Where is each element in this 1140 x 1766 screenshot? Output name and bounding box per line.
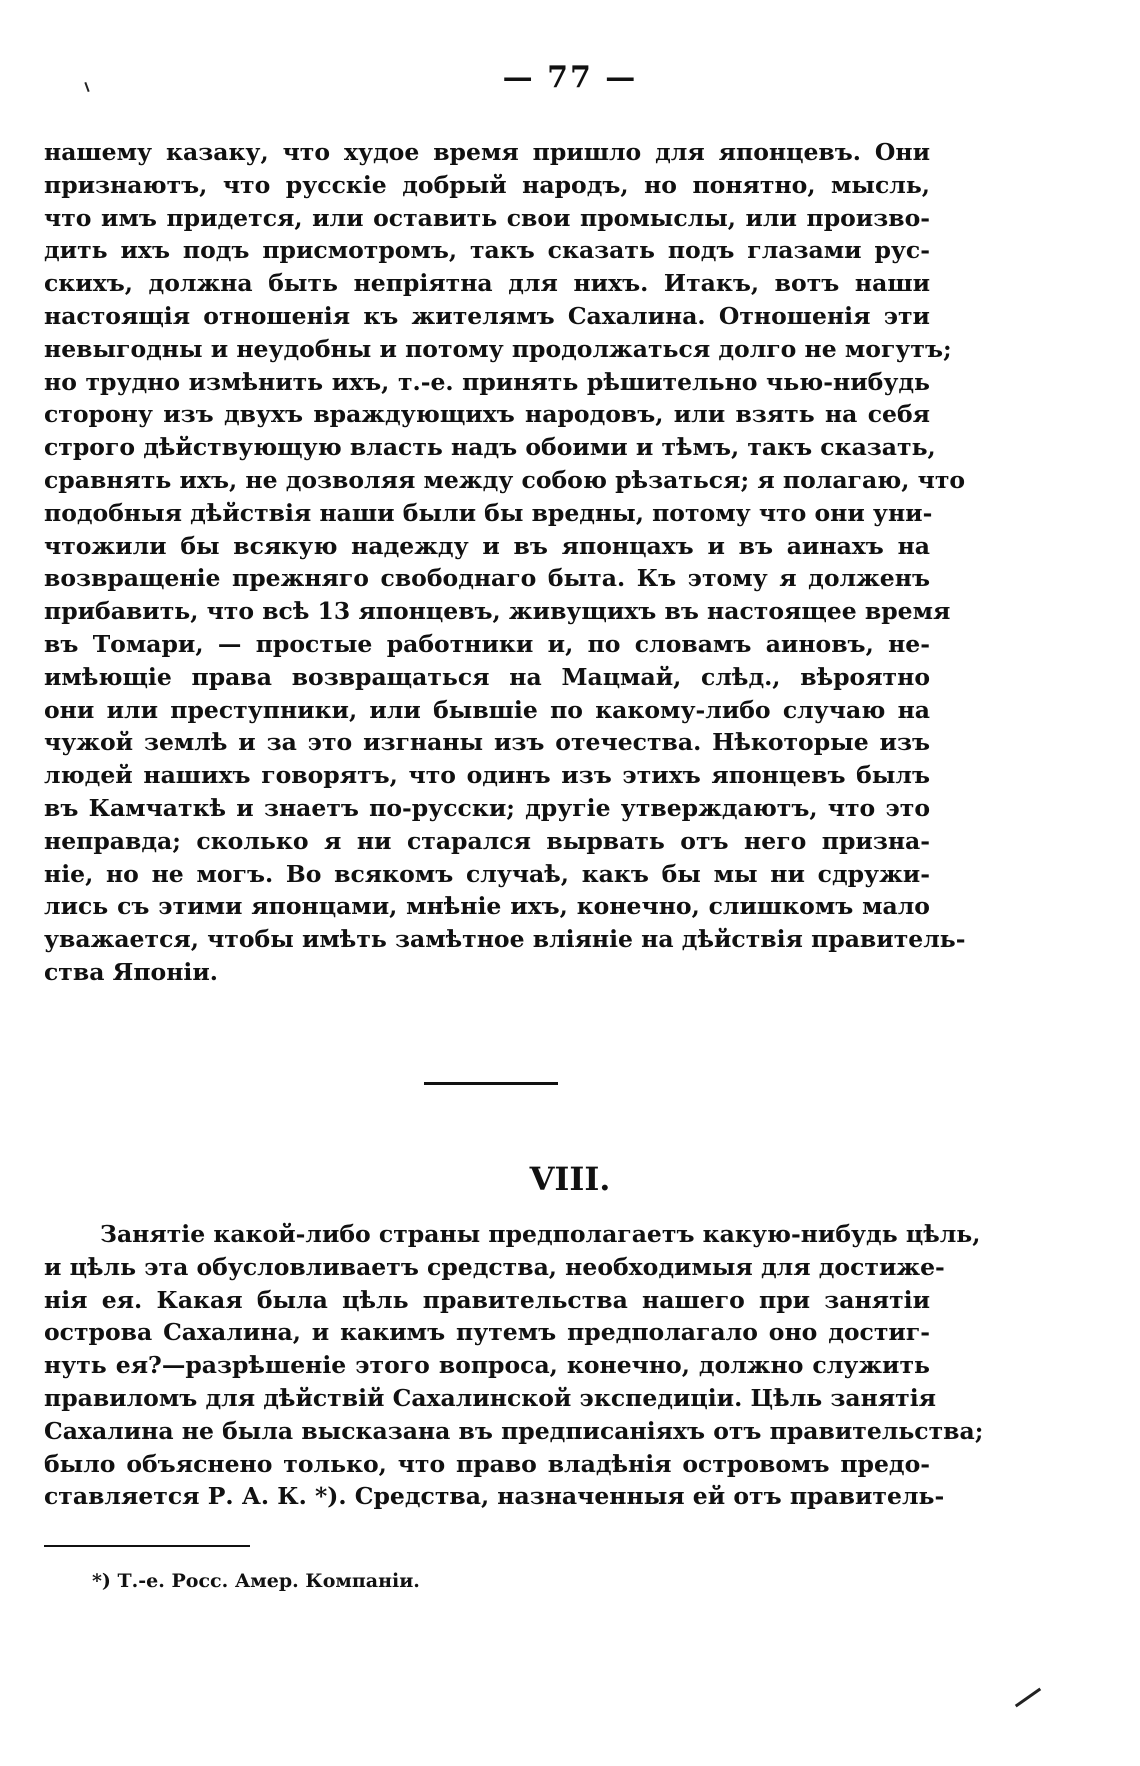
text-line: въ Томари, — простые работники и, по словамъ аиновъ, не- bbox=[44, 629, 930, 658]
text-line: нашему казаку, что худое время пришло для японцевъ. Они bbox=[44, 138, 930, 166]
text-line: ставляется Р. А. К. *). Средства, назначенныя ей отъ правитель- bbox=[44, 1482, 945, 1511]
section-heading: VIII. bbox=[529, 1160, 611, 1198]
text-line: что имъ придется, или оставить свои промыслы, или произво- bbox=[44, 203, 930, 232]
text-line: чужой землѣ и за это изгнаны изъ отечества. Нѣкоторые изъ bbox=[44, 728, 930, 757]
text-line: нуть ея?—разрѣшеніе этого вопроса, конечно, должно служить bbox=[44, 1351, 930, 1380]
text-line: они или преступники, или бывшіе по какому-либо случаю на bbox=[44, 695, 930, 724]
text-line: строго дѣйствующую власть надъ обоими и тѣмъ, такъ сказать, bbox=[44, 433, 936, 462]
text-line: но трудно измѣнить ихъ, т.-е. принять рѣшительно чью-нибудь bbox=[44, 367, 930, 396]
text-line: ства Японіи. bbox=[44, 957, 218, 986]
text-line: нія ея. Какая была цѣль правительства нашего при занятіи bbox=[44, 1285, 930, 1314]
text-line: имѣющіе права возвращаться на Мацмай, слѣд., вѣроятно bbox=[44, 662, 930, 691]
footnote-divider bbox=[44, 1545, 250, 1547]
text-line: сторону изъ двухъ враждующихъ народовъ, или взять на себя bbox=[44, 400, 930, 429]
text-line: сравнять ихъ, не дозволяя между собою рѣзаться; я полагаю, что bbox=[44, 465, 966, 494]
text-line: неправда; сколько я ни старался вырвать отъ него призна- bbox=[44, 826, 930, 855]
text-line: и цѣль эта обусловливаетъ средства, необходимыя для достиже- bbox=[44, 1252, 945, 1281]
text-line: прибавить, что всѣ 13 японцевъ, живущихъ въ настоящее время bbox=[44, 597, 951, 626]
text-line: чтожили бы всякую надежду и въ японцахъ и въ аинахъ на bbox=[44, 531, 930, 560]
pen-mark bbox=[1015, 1688, 1041, 1708]
text-line: скихъ, должна быть непріятна для нихъ. Итакъ, вотъ наши bbox=[44, 269, 930, 298]
text-line: ніе, но не могъ. Во всякомъ случаѣ, какъ бы мы ни сдружи- bbox=[44, 859, 930, 888]
text-line: невыгодны и неудобны и потому продолжаться долго не могутъ; bbox=[44, 334, 952, 363]
text-line: подобныя дѣйствія наши были бы вредны, потому что они уни- bbox=[44, 498, 933, 527]
text-line: острова Сахалина, и какимъ путемъ предполагало оно достиг- bbox=[44, 1318, 930, 1347]
page-number: — 77 — bbox=[502, 60, 638, 95]
section-divider bbox=[424, 1082, 558, 1085]
text-line: признаютъ, что русскіе добрый народъ, но понятно, мысль, bbox=[44, 170, 930, 199]
text-line: дить ихъ подъ присмотромъ, такъ сказать подъ глазами рус- bbox=[44, 236, 930, 265]
text-line: настоящія отношенія къ жителямъ Сахалина. Отношенія эти bbox=[44, 301, 930, 330]
footnote: *) Т.-е. Росс. Амер. Компаніи. bbox=[92, 1570, 420, 1592]
text-line: возвращеніе прежняго свободнаго быта. Къ этому я долженъ bbox=[44, 564, 930, 593]
paragraph-continuation bbox=[44, 136, 966, 989]
paragraph-section-viii bbox=[44, 1218, 984, 1513]
text-line: правиломъ для дѣйствій Сахалинской экспедиціи. Цѣль занятія bbox=[44, 1383, 937, 1412]
text-line: Сахалина не была высказана въ предписаніяхъ отъ правительства; bbox=[44, 1416, 984, 1445]
text-line: въ Камчаткѣ и знаетъ по-русски; другіе утверждаютъ, что это bbox=[44, 793, 930, 822]
text-line: уважается, чтобы имѣть замѣтное вліяніе на дѣйствія правитель- bbox=[44, 925, 966, 954]
text-line: было объяснено только, что право владѣнія островомъ предо- bbox=[44, 1449, 930, 1478]
text-line: людей нашихъ говорятъ, что одинъ изъ этихъ японцевъ былъ bbox=[44, 761, 930, 790]
text-line: лись съ этими японцами, мнѣніе ихъ, конечно, слишкомъ мало bbox=[44, 892, 930, 921]
text-line: Занятіе какой-либо страны предполагаетъ какую-нибудь цѣль, bbox=[100, 1220, 981, 1248]
